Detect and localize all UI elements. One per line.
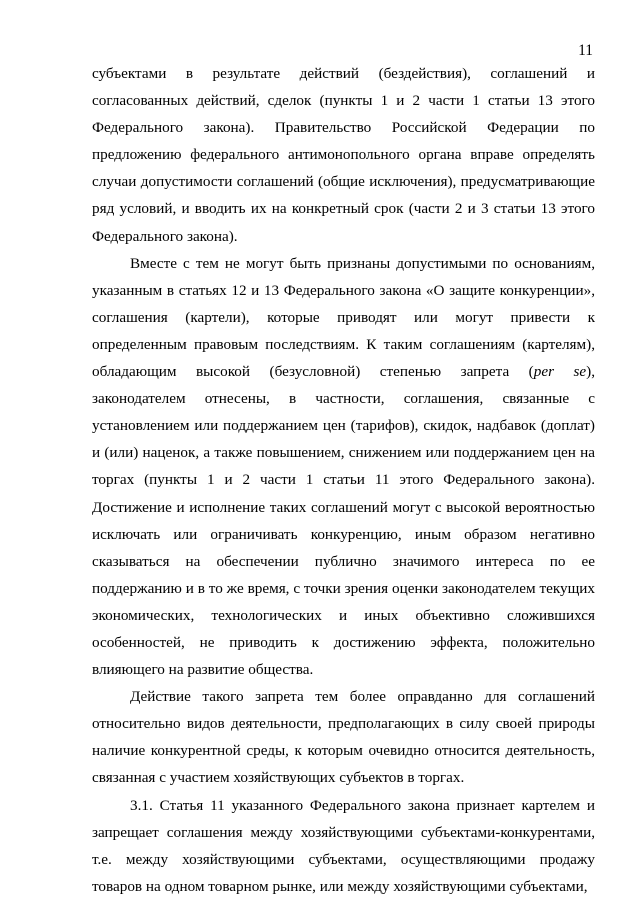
body-text — [92, 60, 595, 900]
paragraph-3: Действие такого запрета тем более оправданно для соглашений относительно видов деятельности, предполагающих в силу своей природы наличие конкурентной среды, к которым очевидно относится деятельность, связанная с участием хозяйствующих субъектов в торгах. — [92, 688, 595, 787]
paragraph-2 — [92, 250, 595, 684]
paragraph-2-text-before: Вместе с тем не могут быть признаны допустимыми по основаниям, указанным в статьях 12 и 13 Федерального закона «О защите конкуренции», соглашения (картели), которые приводят или могут привести к определенным правовым последствиям. К таким соглашениям (картелям), обладающим высокой (безусловной) степенью запрета ( — [92, 254, 595, 381]
paragraph-4: 3.1. Статья 11 указанного Федерального закона признает картелем и запрещает соглашения между хозяйствующими субъектами-конкурентами, т.е. между хозяйствующими субъектами, осуществляющими продажу товаров на одном товарном рынке, или между хозяйствующими субъектами, — [92, 796, 595, 895]
page-number: 11 — [578, 42, 593, 59]
paragraph-1: субъектами в результате действий (бездействия), соглашений и согласованных действий, сделок (пункты 1 и 2 части 1 статьи 13 этого Федерального закона). Правительство Российской Федерации по предложению федерального антимонопольного органа вправе определять случаи допустимости соглашений (общие исключения), предусматривающие ряд условий, и вводить их на конкретный срок (части 2 и 3 статьи 13 этого Федерального закона). — [92, 65, 595, 245]
paragraph-2-latin-term: per se — [533, 363, 587, 381]
paragraph-2-text-after: ), законодателем отнесены, в частности, соглашения, связанные с установлением или поддержанием цен (тарифов), скидок, надбавок (доплат) и (или) наценок, а также повышением, снижением или поддержанием цен на торгах (пункты 1 и 2 части 1 статьи 11 этого Федерального закона). Достижение и исполнение таких соглашений могут с высокой вероятностью исключать или ограничивать конкуренцию, иным образом негативно сказываться на обеспечении публично значимого интереса по ее поддержанию и в то же время, с точки зрения оценки законодателем текущих экономических, технологических и иных объективно сложившихся особенностей, не приводить к достижению эффекта, положительно влияющего на развитие общества. — [92, 363, 595, 679]
